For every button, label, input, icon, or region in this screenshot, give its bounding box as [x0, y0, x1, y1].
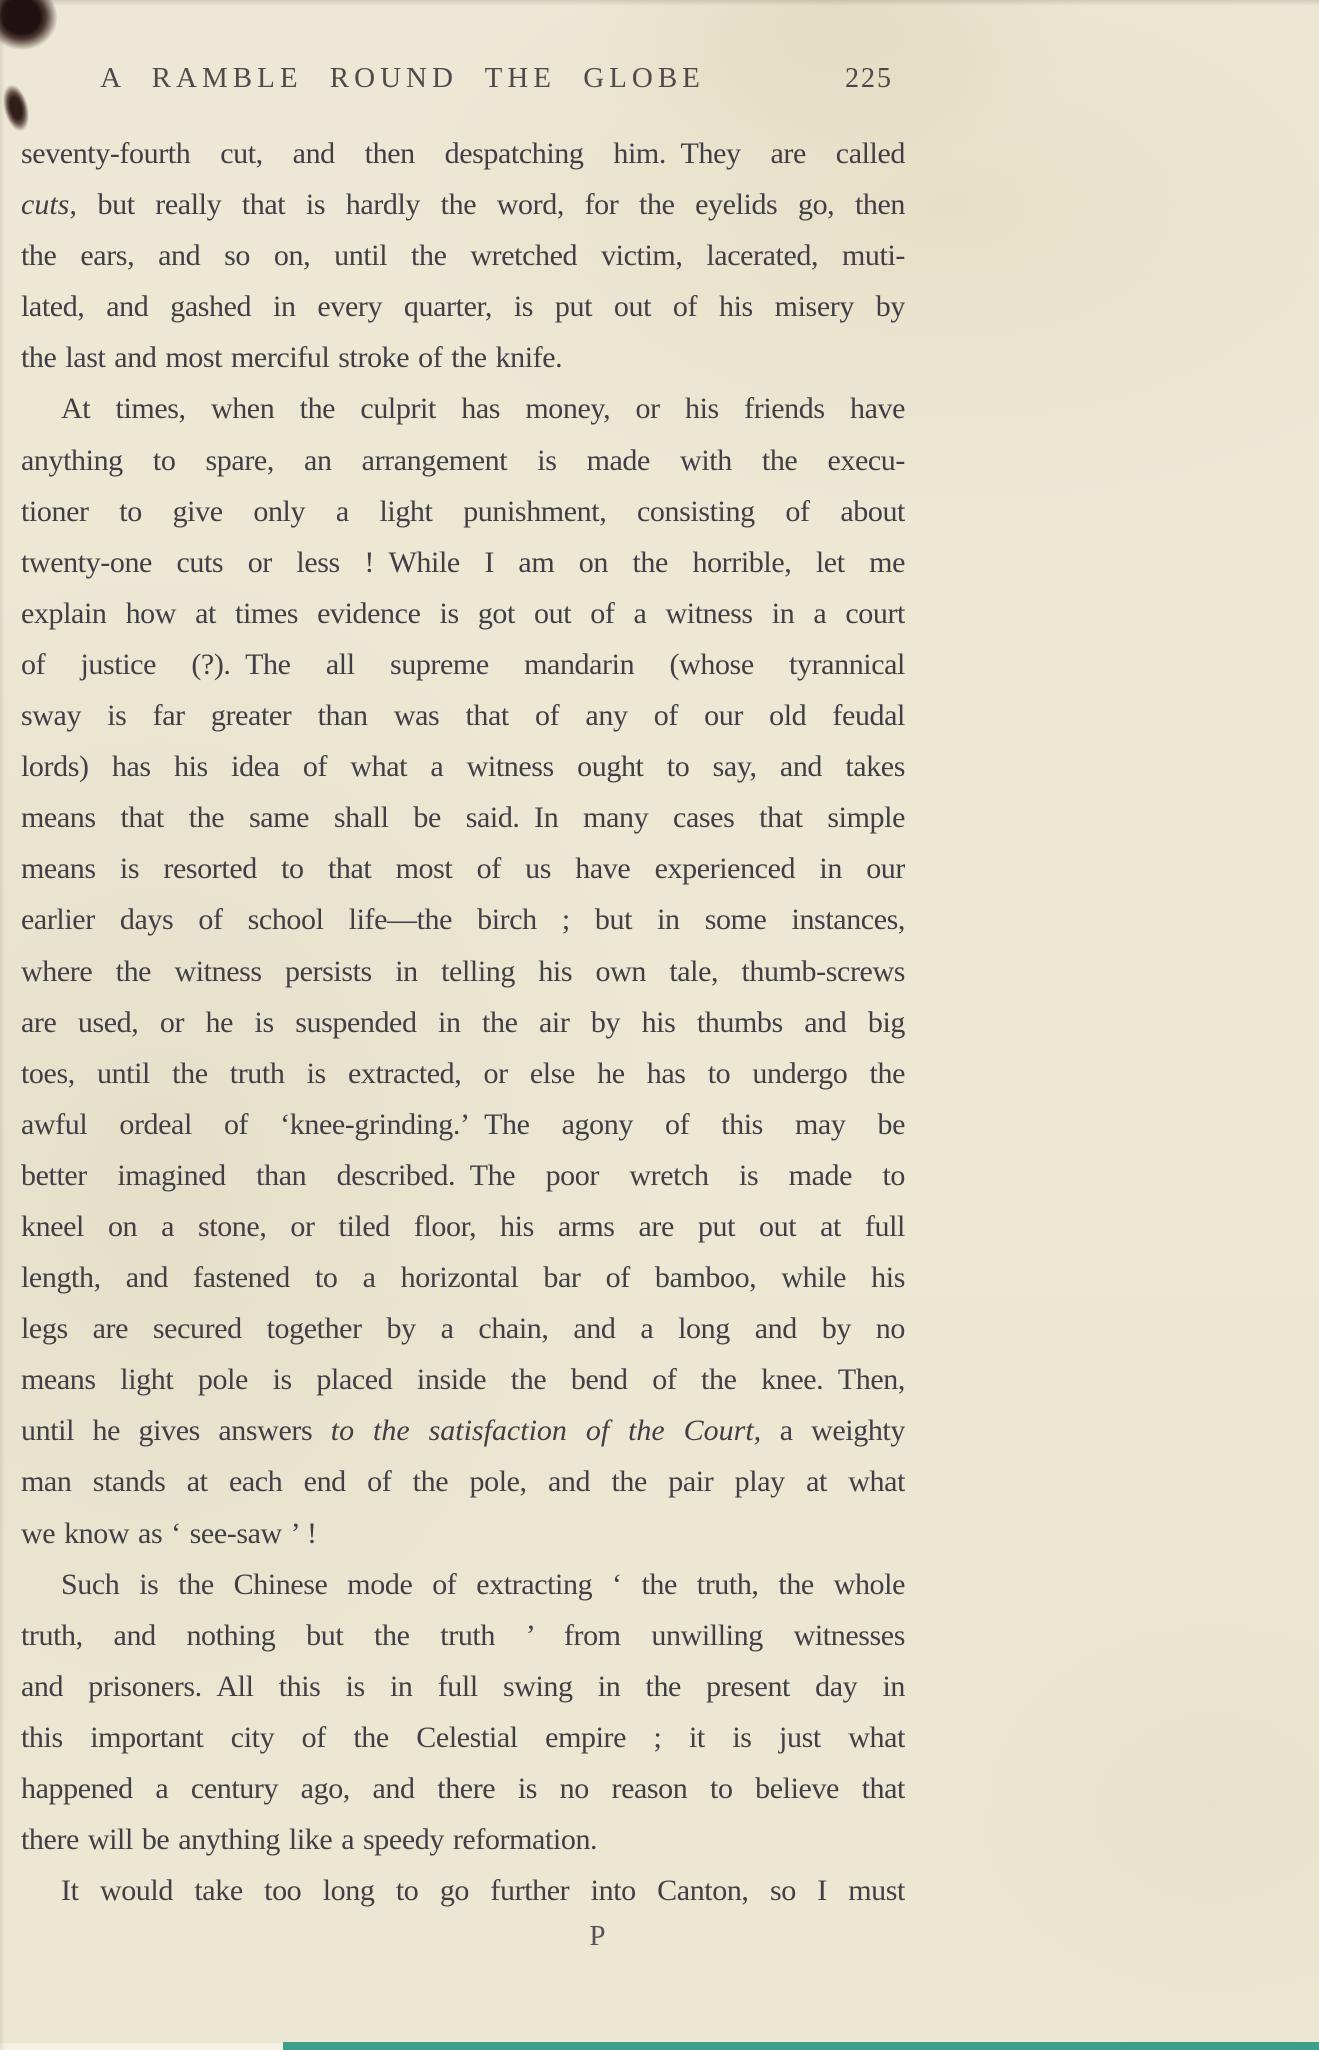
- text-segment: earlier days of school life—the birch ; but in some instances,: [21, 903, 905, 937]
- text-line: [21, 486, 905, 537]
- text-line: [21, 537, 905, 588]
- text-segment: kneel on a stone, or tiled floor, his arms are put out at full: [21, 1209, 905, 1243]
- scan-edge-strip-light: [0, 2043, 283, 2050]
- text-line: [21, 1456, 905, 1507]
- text-line: [21, 997, 905, 1048]
- text-line: [21, 741, 905, 792]
- text-segment: legs are secured together by a chain, and a long and by no: [21, 1312, 905, 1346]
- text-segment: toes, until the truth is extracted, or else he has to undergo the: [21, 1056, 905, 1090]
- text-line: [21, 1814, 905, 1865]
- text-segment: better imagined than described. The poor wretch is made to: [21, 1158, 905, 1192]
- text-segment: explain how at times evidence is got out of a witness in a court: [21, 596, 905, 630]
- body-text: [21, 128, 905, 1916]
- text-segment: until he gives answers: [21, 1414, 331, 1448]
- text-segment: lords) has his idea of what a witness ought to say, and takes: [21, 750, 905, 784]
- text-segment: awful ordeal of ‘knee-grinding.’ The agony of this may be: [21, 1107, 905, 1141]
- text-line: [21, 1508, 905, 1559]
- text-segment: there will be anything like a speedy reformation.: [21, 1823, 598, 1857]
- text-segment: a weighty: [761, 1414, 905, 1448]
- text-line: [21, 332, 905, 383]
- text-segment: of justice (?). The all supreme mandarin (whose tyrannical: [21, 647, 905, 681]
- text-segment: length, and fastened to a horizontal bar of bamboo, while his: [21, 1261, 905, 1295]
- text-segment: happened a century ago, and there is no reason to believe that: [21, 1772, 905, 1805]
- text-segment: means light pole is placed inside the bend of the knee. Then,: [21, 1363, 905, 1397]
- text-line: [21, 690, 905, 741]
- text-segment: man stands at each end of the pole, and the pair play at what: [21, 1465, 905, 1499]
- text-segment: the ears, and so on, until the wretched victim, lacerated, muti-: [21, 239, 905, 273]
- text-line: [21, 843, 905, 894]
- text-line: [21, 1099, 905, 1150]
- text-segment: and prisoners. All this is in full swing in the present day in: [21, 1669, 905, 1703]
- text-segment: where the witness persists in telling his own tale, thumb-screws: [21, 954, 905, 988]
- text-line: [21, 1150, 905, 1201]
- text-segment: this important city of the Celestial empire ; it is just what: [21, 1720, 905, 1754]
- text-line: [21, 1252, 905, 1303]
- scan-artifact-corner-stain: [0, 0, 65, 58]
- text-segment: means is resorted to that most of us have experienced in our: [21, 852, 905, 886]
- text-line: [21, 179, 905, 230]
- text-line: [21, 1559, 905, 1610]
- text-line: [21, 639, 905, 690]
- text-line: [21, 1354, 905, 1405]
- text-segment: truth, and nothing but the truth ’ from unwilling witnesses: [21, 1618, 905, 1652]
- text-line: [21, 1661, 905, 1712]
- signature-mark: P: [589, 1920, 607, 1952]
- text-segment: anything to spare, an arrangement is made with the execu-: [21, 443, 905, 477]
- text-line: [21, 230, 905, 281]
- text-segment: the last and most merciful stroke of the knife.: [21, 341, 563, 375]
- scan-edge-strip-teal: [283, 2042, 1319, 2050]
- text-line: [21, 1201, 905, 1252]
- text-line: [21, 128, 905, 179]
- text-segment: twenty-one cuts or less ! While I am on the horrible, let me: [21, 545, 905, 579]
- text-line: [21, 1610, 905, 1661]
- text-segment: sway is far greater than was that of any of our old feudal: [21, 699, 905, 733]
- text-line: [21, 1048, 905, 1099]
- italic-text-segment: to the satisfaction of the Court,: [330, 1414, 762, 1448]
- text-line: [21, 588, 905, 639]
- text-segment: Such is the Chinese mode of extracting ‘ the truth, the whole: [61, 1567, 905, 1601]
- text-line: [21, 1712, 905, 1763]
- text-segment: are used, or he is suspended in the air by his thumbs and big: [21, 1005, 905, 1039]
- text-segment: we know as ‘ see-saw ’ !: [21, 1516, 317, 1550]
- page-number: 225: [845, 63, 893, 94]
- text-segment: lated, and gashed in every quarter, is put out of his misery by: [21, 290, 905, 324]
- text-segment: It would take too long to go further into Canton, so I must: [61, 1874, 905, 1908]
- text-segment: seventy-fourth cut, and then despatching him. They are called: [21, 137, 905, 170]
- text-line: [21, 383, 905, 434]
- text-segment: means that the same shall be said. In many cases that simple: [21, 801, 905, 835]
- text-line: [21, 281, 905, 332]
- text-line: [21, 435, 905, 486]
- text-line: [21, 946, 905, 997]
- text-segment: tioner to give only a light punishment, consisting of about: [21, 494, 905, 528]
- text-line: [21, 894, 905, 945]
- text-segment: but really that is hardly the word, for the eyelids go, then: [76, 188, 905, 222]
- text-line: [21, 1303, 905, 1354]
- text-line: [21, 1865, 905, 1916]
- running-header: [20, 62, 905, 102]
- text-line: [21, 1763, 905, 1814]
- text-segment: At times, when the culprit has money, or his friends have: [61, 392, 905, 426]
- page-title: A RAMBLE ROUND THE GLOBE: [100, 62, 705, 94]
- italic-text-segment: cuts,: [21, 188, 77, 222]
- text-line: [21, 792, 905, 843]
- text-line: [21, 1405, 905, 1456]
